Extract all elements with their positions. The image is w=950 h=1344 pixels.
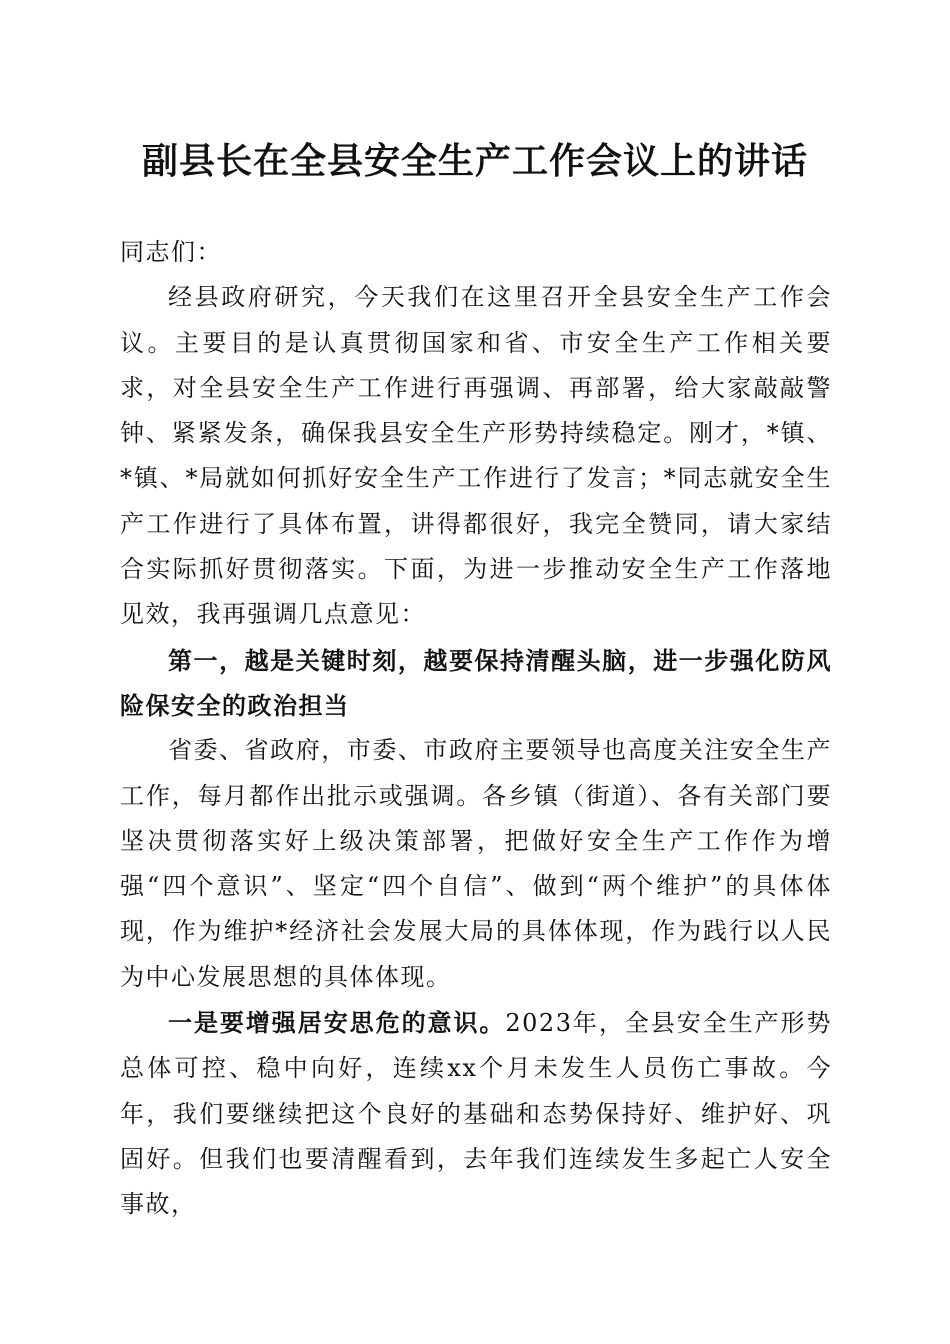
document-body xyxy=(120,230,832,1228)
document-title: 副县长在全县安全生产工作会议上的讲话 xyxy=(141,140,808,182)
paragraph-intro: 经县政府研究，今天我们在这里召开全县安全生产工作会议。主要目的是认真贯彻国家和省、市安全生产工作相关要求，对全县安全生产工作进行再强调、再部署，给大家敲敲警钟、紧紧发条，确保我县安全生产形势持续稳定。刚才，*镇、*镇、*局就如何抓好安全生产工作进行了发言；*同志就安全生产工作进行了具体布置，讲得都很好，我完全赞同，请大家结合实际抓好贯彻落实。下面，为进一步推动安全生产工作落地见效，我再强调几点意见： xyxy=(120,283,832,629)
paragraph-point-one xyxy=(120,1000,832,1227)
paragraph-political-responsibility: 省委、省政府，市委、市政府主要领导也高度关注安全生产工作，每月都作出批示或强调。各乡镇（街道）、各有关部门要坚决贯彻落实好上级决策部署，把做好安全生产工作作为增强“四个意识”、坚定“四个自信”、做到“两个维护”的具体体现，作为维护*经济社会发展大局的具体体现，作为践行以人民为中心发展思想的具体体现。 xyxy=(120,736,832,991)
point-one-lead: 一是要增强居安思危的意识。 xyxy=(168,1008,506,1038)
section-heading-first: 第一，越是关键时刻，越要保持清醒头脑，进一步强化防风险保安全的政治担当 xyxy=(120,645,832,720)
point-one-text: 2023年，全县安全生产形势总体可控、稳中向好，连续xx个月未发生人员伤亡事故。今年，我们要继续把这个良好的基础和态势保持好、维护好、巩固好。但我们也要清醒看到，去年我们连续发生多起亡人安全事故， xyxy=(120,1009,832,1219)
salutation: 同志们： xyxy=(120,238,222,266)
